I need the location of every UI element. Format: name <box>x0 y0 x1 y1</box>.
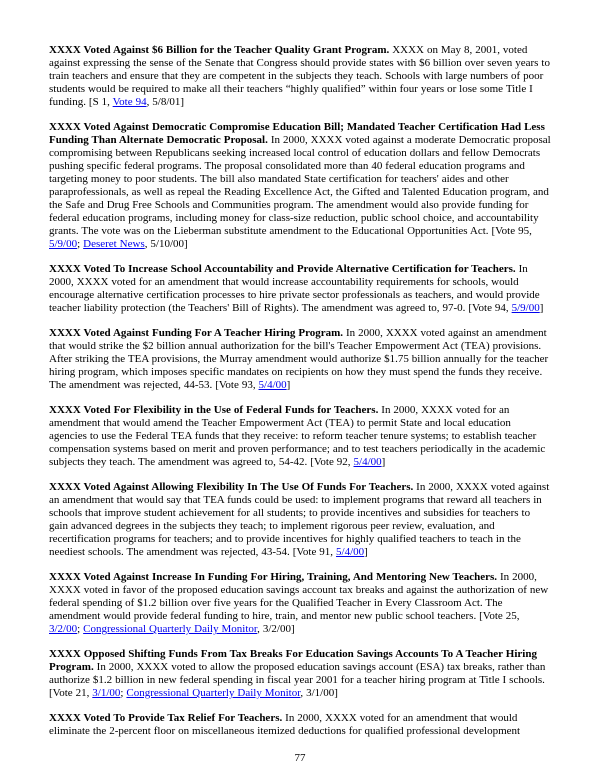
paragraph-text: XXXX on May 8, 2001, voted against expressing the sense of the Senate that Congress should provide states with $6 billion over seven years to train teachers and ensure that they are competent in the subjects they teach. Schools with large numbers of poor students would be required to make all their teachers “highly qualified” within four years or lose some Title I funding. [S 1, <box>49 44 550 108</box>
paragraph <box>49 712 551 738</box>
paragraph-text: ] <box>364 546 368 558</box>
paragraph-heading: XXXX Voted To Increase School Accountability and Provide Alternative Certification for Teachers. <box>49 263 516 275</box>
paragraph-heading: XXXX Voted Against $6 Billion for the Teacher Quality Grant Program. <box>49 44 390 56</box>
paragraph-text: In 2000, XXXX voted to allow the proposed education savings account (ESA) tax breaks, rather than authorize $1.2 billion in new federal spending in fiscal year 2001 for a teacher hiring program at Title I schools. [Vote 21, <box>49 661 546 699</box>
paragraph-heading: XXXX Voted For Flexibility in the Use of Federal Funds for Teachers. <box>49 404 379 416</box>
paragraph-text: ] <box>539 302 544 314</box>
paragraph <box>49 648 551 700</box>
paragraph-text: , 5/8/01] <box>146 96 185 108</box>
paragraph <box>49 121 551 251</box>
paragraph-heading: XXXX Voted Against Funding For A Teacher Hiring Program. <box>49 327 344 339</box>
paragraph <box>49 263 551 315</box>
paragraph <box>49 404 551 469</box>
paragraph-text: , 3/2/00] <box>257 623 295 635</box>
citation-link[interactable]: Congressional Quarterly Daily Monitor <box>126 687 301 699</box>
paragraph-text: In 2000, XXXX voted against an amendment that would say that TEA funds could be used: to implement programs that reward all teachers in schools that improve student achievement for all students; to provide incentives and subsidies for teachers to gain advanced degrees in the subjects they teach; to implement rigorous peer review, evaluation, and recertification programs for teachers; and to provide incentives for highly qualified teachers to teach in the neediest schools. The amendment was rejected, 43-54. [Vote 91, <box>49 481 550 558</box>
paragraph-text: ] <box>286 379 291 391</box>
paragraph-text: In 2000, XXXX voted against a moderate Democratic proposal compromising between Republicans seeking increased local control of education dollars and fellow Democrats pushing specific federal programs. The proposal consolidated more than 40 federal education programs and targeting money to poor students. The bill also mandated State certification for teachers' aides and other paraprofessionals, as well as repeal the Reading Excellence Act, the Gifted and Talented Education program, and the Safe and Drug Free Schools and Communities program. The amendment would also provide funding for federal education programs, including money for class-size reduction, public school choice, and accountability grants. The vote was on the Lieberman substitute amendment to the Educational Opportunities Act. [Vote 95, <box>49 134 551 237</box>
paragraph-text: In 2000, XXXX voted for an amendment that would increase accountability requirements for schools, would encourage alternative certification processes to hire private sector professionals as teachers, and would provide teacher liability protection (the Teachers' Bill of Rights). The amendment was agreed to, 97-0. [Vote 94, <box>49 263 540 314</box>
citation-link[interactable]: 3/2/00 <box>49 623 78 635</box>
paragraph-text: In 2000, XXXX voted in favor of the proposed education savings account tax breaks and against the authorization of new federal spending of $1.2 billion over five years for the Qualified Teacher in Every Classroom Act. The amendment would provide federal funding to hire, train, and mentor new public school teachers. [Vote 25, <box>49 571 549 622</box>
citation-link[interactable]: Deseret News <box>83 238 145 250</box>
page-number: 77 <box>294 752 306 764</box>
paragraph-text: , 3/1/00] <box>300 687 338 699</box>
paragraph-text: ] <box>381 456 386 468</box>
paragraph-text: ; <box>120 687 127 699</box>
citation-link[interactable]: 5/9/00 <box>49 238 78 250</box>
paragraph-text: ; <box>77 623 84 635</box>
citation-link[interactable]: 3/1/00 <box>92 687 121 699</box>
paragraph-heading: XXXX Opposed Shifting Funds From Tax Breaks For Education Savings Accounts To A Teacher Hiring Program. <box>49 648 537 673</box>
paragraph-heading: XXXX Voted Against Democratic Compromise Education Bill; Mandated Teacher Certification Had Less Funding Than Alternate Democratic Proposal. <box>49 121 545 146</box>
citation-link[interactable]: 5/4/00 <box>258 379 287 391</box>
paragraph <box>49 571 551 636</box>
citation-link[interactable]: 5/4/00 <box>353 456 382 468</box>
paragraph-text: In 2000, XXXX voted for an amendment that would eliminate the 2-percent floor on miscellaneous itemized deductions for qualified professional development <box>49 712 521 737</box>
paragraph-text: In 2000, XXXX voted for an amendment that would amend the Teacher Empowerment Act (TEA) to permit State and local education agencies to use the Federal TEA funds that they receive: to reform teacher tenure systems; to establish teacher compensation systems based on merit and proven performance; and to test teachers periodically in the academic subjects they teach. The amendment was agreed to, 54-42. [Vote 92, <box>49 404 546 468</box>
paragraph-heading: XXXX Voted To Provide Tax Relief For Teachers. <box>49 712 283 724</box>
citation-link[interactable]: Vote 94 <box>112 96 147 108</box>
citation-link[interactable]: Congressional Quarterly Daily Monitor <box>83 623 258 635</box>
paragraph <box>49 327 551 392</box>
paragraph <box>49 44 551 109</box>
paragraph-text: , 5/10/00] <box>144 238 188 250</box>
paragraph-heading: XXXX Voted Against Increase In Funding For Hiring, Training, And Mentoring New Teachers. <box>49 571 498 583</box>
paragraph-heading: XXXX Voted Against Allowing Flexibility In The Use Of Funds For Teachers. <box>49 481 414 493</box>
paragraph <box>49 481 551 559</box>
paragraph-text: ; <box>77 238 84 250</box>
paragraph-text: In 2000, XXXX voted against an amendment that would strike the $2 billion annual authorization for the bill's Teacher Empowerment Act (TEA) provisions. After striking the TEA provisions, the Murray amendment would authorize $1.75 billion annually for the teacher hiring program, which imposes specific mandates on recipients on how they must spend the funds they receive. The amendment was rejected, 44-53. [Vote 93, <box>49 327 549 391</box>
citation-link[interactable]: 5/9/00 <box>511 302 540 314</box>
document-body <box>49 44 551 738</box>
citation-link[interactable]: 5/4/00 <box>336 546 365 558</box>
